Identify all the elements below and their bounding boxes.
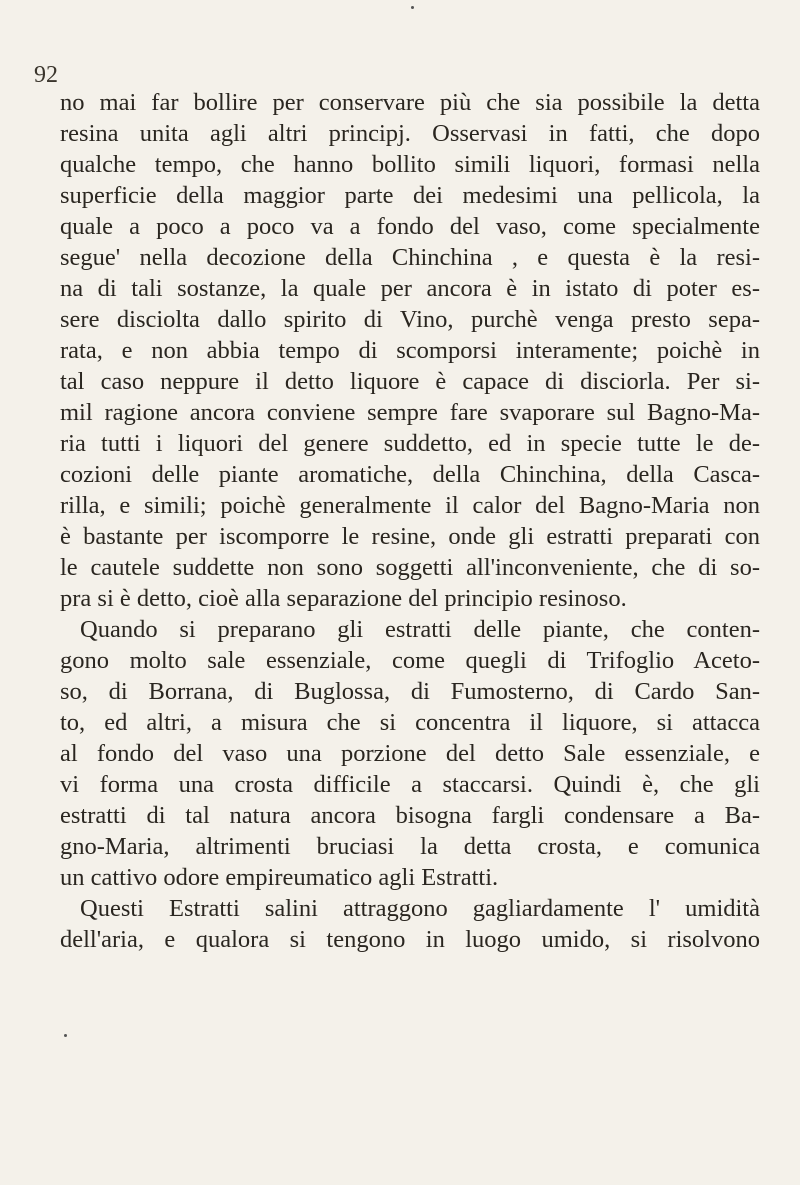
- text-line: gono molto sale essenziale, come quegli di Trifoglio Aceto-: [60, 647, 760, 674]
- text-line: dell'aria, e qualora si tengono in luogo umido, si risolvono: [60, 926, 760, 953]
- text-line: è bastante per iscomporre le resine, onde gli estratti preparati con: [60, 523, 760, 550]
- text-line: sere disciolta dallo spirito di Vino, purchè venga presto sepa-: [60, 306, 760, 333]
- text-line: gno-Maria, altrimenti bruciasi la detta crosta, e comunica: [60, 833, 760, 860]
- text-line: quale a poco a poco va a fondo del vaso, come specialmente: [60, 213, 760, 240]
- text-line: so, di Borrana, di Buglossa, di Fumosterno, di Cardo San-: [60, 678, 760, 705]
- text-line: ria tutti i liquori del genere suddetto, ed in specie tutte le de-: [60, 430, 760, 457]
- text-line: mil ragione ancora conviene sempre fare svaporare sul Bagno-Ma-: [60, 399, 760, 426]
- text-line: al fondo del vaso una porzione del detto Sale essenziale, e: [60, 740, 760, 767]
- text-line: to, ed altri, a misura che si concentra il liquore, si attacca: [60, 709, 760, 736]
- text-line: pra si è detto, cioè alla separazione del principio resinoso.: [60, 585, 627, 612]
- text-line: le cautele suddette non sono soggetti all'inconveniente, che di so-: [60, 554, 760, 581]
- text-line: segue' nella decozione della Chinchina , e questa è la resi-: [60, 244, 760, 271]
- text-line: rata, e non abbia tempo di scomporsi interamente; poichè in: [60, 337, 760, 364]
- text-line: na di tali sostanze, la quale per ancora è in istato di poter es-: [60, 275, 760, 302]
- body-text: [60, 87, 760, 955]
- text-line: Questi Estratti salini attraggono gagliardamente l' umidità: [80, 895, 760, 922]
- text-line: tal caso neppure il detto liquore è capace di disciorla. Per si-: [60, 368, 760, 395]
- text-line: Quando si preparano gli estratti delle piante, che conten-: [80, 616, 760, 643]
- text-line: superficie della maggior parte dei medesimi una pellicola, la: [60, 182, 760, 209]
- paper-speck: [411, 6, 414, 9]
- text-line: vi forma una crosta difficile a staccarsi. Quindi è, che gli: [60, 771, 760, 798]
- text-line: qualche tempo, che hanno bollito simili liquori, formasi nella: [60, 151, 760, 178]
- text-line: cozioni delle piante aromatiche, della Chinchina, della Casca-: [60, 461, 760, 488]
- page-number: 92: [34, 62, 58, 88]
- text-line: resina unita agli altri principj. Osservasi in fatti, che dopo: [60, 120, 760, 147]
- text-line: estratti di tal natura ancora bisogna fargli condensare a Ba-: [60, 802, 760, 829]
- text-line: un cattivo odore empireumatico agli Estratti.: [60, 864, 499, 891]
- text-line: no mai far bollire per conservare più che sia possibile la detta: [60, 89, 760, 116]
- text-line: rilla, e simili; poichè generalmente il calor del Bagno-Maria non: [60, 492, 760, 519]
- paper-speck: [64, 1034, 67, 1037]
